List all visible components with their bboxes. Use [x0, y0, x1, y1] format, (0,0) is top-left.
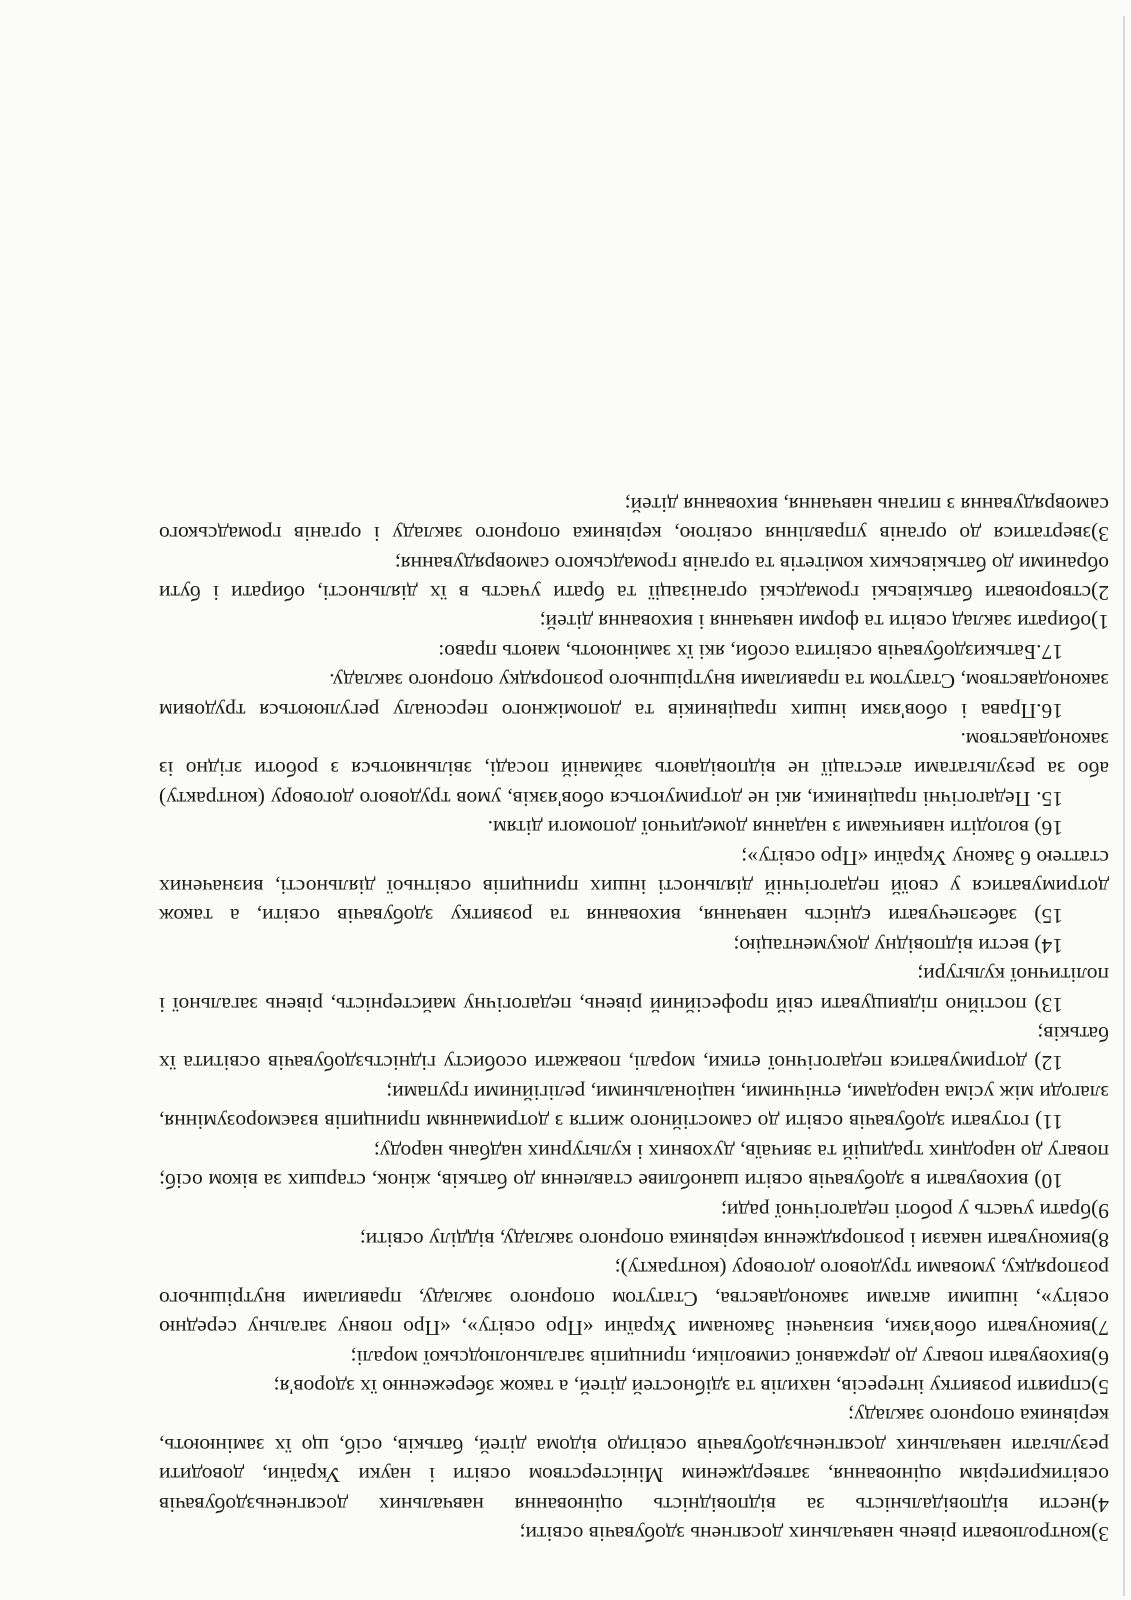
- scan-edge-line: [1123, 16, 1125, 1596]
- paragraph-item-13: 13) постійно підвищувати свій професійний рівень, педагогічну майстерність, рівень загальної і політичної культури;: [159, 963, 1109, 1017]
- paragraph-item-14: 14) вести відповідну документацію;: [733, 933, 1063, 958]
- document-body: [159, 489, 1109, 1548]
- paragraph-item-3: 3)контролювати рівень навчальних досягнень здобувачів освіти;: [519, 1522, 1109, 1546]
- parent-right-1: 1)обирати заклад освіти та форми навчання і виховання дітей;: [539, 610, 1109, 635]
- paragraph-item-7: 7)виконувати обов'язки, визначені Законами України «Про освіту», «Про повну загальну середню освіту», іншими актами законодавства, Статутом опорного закладу, правилами внутрішнього розпорядку, умовами трудового договору (контракту);: [159, 1257, 1109, 1341]
- paragraph-item-8: 8)виконувати накази і розпорядження керівника опорного закладу, відділу освіти;: [359, 1227, 1109, 1252]
- parent-right-3: 3)звертатися до органів управління освітою, керівника опорного закладу і органів громадського самоврядування з питань навчання, виховання дітей;: [159, 492, 1109, 547]
- paragraph-item-5: 5)сприяти розвитку інтересів, нахилів та здібностей дітей, а також збереженню їх здоров'я;: [273, 1374, 1109, 1399]
- paragraph-item-6: 6)виховувати повагу до державної символіки, принципів загальнолюдської моралі;: [350, 1345, 1109, 1370]
- paragraph-item-11: 11) готувати здобувачів освіти до самостійного життя з дотриманням принципів взаєморозуміння, злагоди між усіма народами, етнічними, національними, релігійними групами;: [159, 1080, 1109, 1135]
- section-15-paragraph: 15. Педагогічні працівники, які не дотримуються обов'язків, умов трудового договору (контракту) або за результатами атестації не відповідають займаній посаді, звільняються з роботи згідно із законодавством.: [159, 728, 1109, 811]
- paragraph-item-16: 16) володіти навичками з надання домедичної допомоги дітям.: [487, 816, 1063, 841]
- parent-right-2: 2)створювати батьківські громадські організації та брати участь в їх діяльності, обирати і бути обраними до батьківських комітетів та органів громадського самоврядування;: [159, 551, 1109, 605]
- paragraph-item-9: 9)брати участь у роботі педагогічної ради;: [720, 1198, 1109, 1223]
- paragraph-item-10: 10) виховувати в здобувачів освіти шанобливе ставлення до батьків, жінок, старших за віком осіб; повагу до народних традицій та звичаїв, духовних і культурних надбань народу;: [159, 1139, 1109, 1194]
- section-16-paragraph: 16.Права і обов'язки інших працівників та допоміжного персоналу регулюються трудовим законодавством, Статутом та правилами внутрішнього розпорядку опорного закладу.: [159, 669, 1109, 723]
- paragraph-item-4: 4)нести відповідальність за відповідність оцінювання навчальних досягненьздобувачів освітикритеріям оцінювання, затвердженим Міністерством освіти і науки України, доводити результати навчальних досягненьздобувачів освітидо відома дітей, батьків, осіб, що їх замінюють, керівника опорного закладу;: [159, 1404, 1109, 1517]
- paragraph-item-12: 12) дотримуватися педагогічної етики, моралі, поважати особисту гідністьздобувачів освітита їх батьків;: [159, 1022, 1109, 1076]
- section-17-heading: 17.Батькиздобувачів освітита особи, які їх замінюють, мають право:: [438, 639, 1063, 664]
- paragraph-item-15: 15) забезпечувати єдність навчання, виховання та розвитку здобувачів освіти, а також дотримуватися у своїй педагогічній діяльності інших принципів освітньої діяльності, визначених статтею 6 Закону України «Про освіту»;: [159, 845, 1109, 929]
